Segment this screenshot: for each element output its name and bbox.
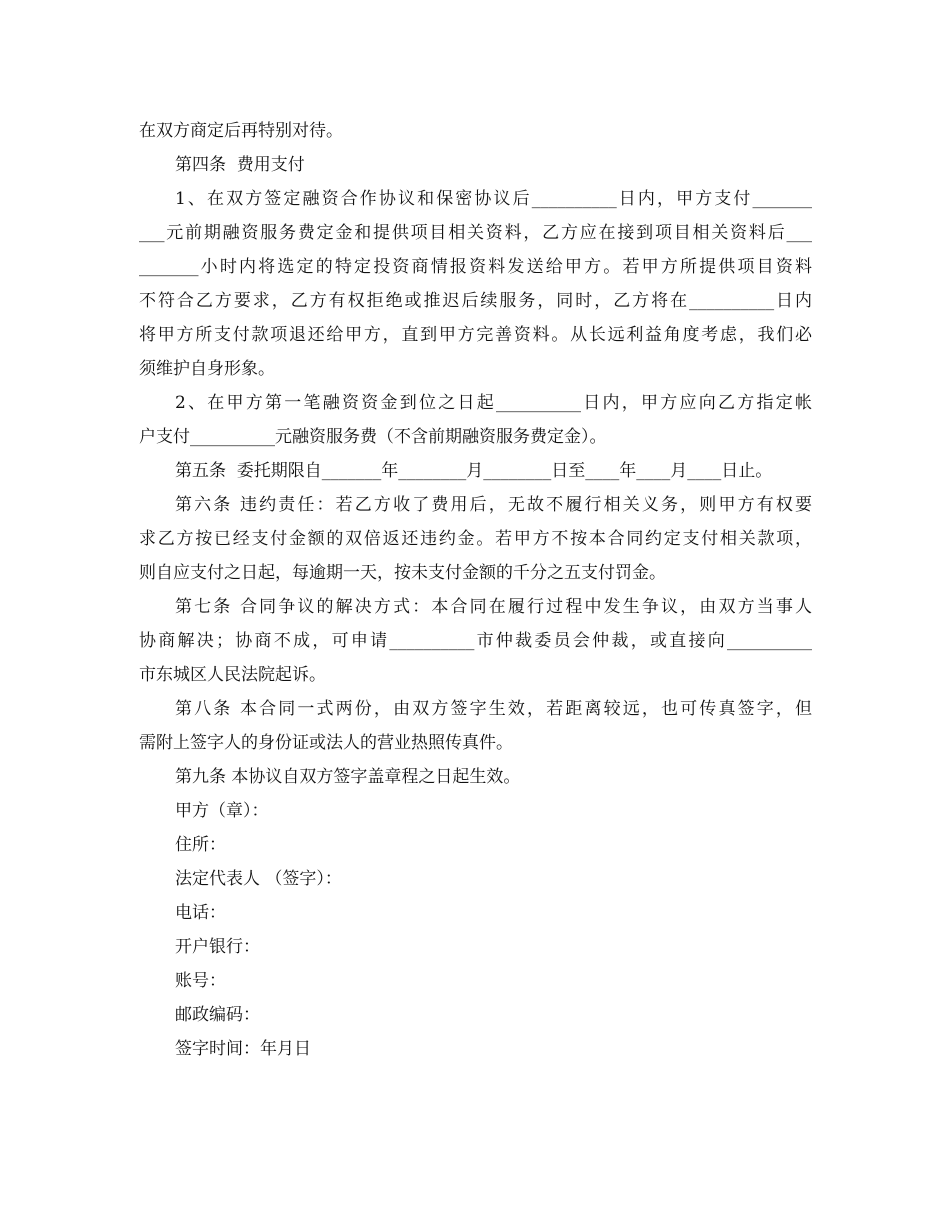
clause-1-line: 将甲方所支付款项退还给甲方，直到甲方完善资料。从长远利益角度考虑，我们必 — [139, 325, 812, 345]
article-6 — [139, 488, 812, 590]
clause-1-line: 不符合乙方要求，乙方有权拒绝或推迟后续服务，同时，乙方将在__________日内 — [139, 291, 812, 311]
article-5: 第五条 委托期限自_______年________月________日至____年____月____日止。 — [175, 461, 773, 481]
legal-rep-field: 法定代表人 （签字）： — [175, 869, 342, 889]
clause-1 — [139, 182, 812, 386]
article-8 — [139, 692, 812, 760]
article-7-line: 市东城区人民法院起诉。 — [139, 665, 326, 685]
article-6-line: 则自应支付之日起，每逾期一天，按未支付金额的千分之五支付罚金。 — [139, 563, 666, 583]
phone-field: 电话： — [175, 903, 226, 923]
article-6-line: 求乙方按已经支付金额的双倍返还违约金。若甲方不按本合同约定支付相关款项， — [139, 529, 812, 549]
bank-field: 开户银行： — [175, 937, 260, 957]
article-7-line: 第七条 合同争议的解决方式：本合同在履行过程中发生争议，由双方当事人 — [175, 597, 812, 617]
article-8-line: 第八条 本合同一式两份，由双方签字生效，若距离较远，也可传真签字，但 — [175, 699, 812, 719]
sign-date-field: 签字时间：年月日 — [175, 1039, 311, 1059]
article-7-line: 协商解决；协商不成，可申请__________市仲裁委员会仲裁，或直接向__________ — [139, 631, 812, 651]
clause-2-line: 户支付__________元融资服务费（不含前期融资服务费定金）。 — [139, 427, 607, 447]
clause-1-line: 1、在双方签定融资合作协议和保密协议后__________日内，甲方支付_______ — [175, 189, 812, 209]
document-page — [139, 114, 812, 1066]
article-4-heading: 第四条 费用支付 — [175, 155, 305, 175]
address-field: 住所： — [175, 835, 226, 855]
article-7 — [139, 590, 812, 692]
clause-1-line: 须维护自身形象。 — [139, 359, 275, 379]
clause-2-line: 2、在甲方第一笔融资资金到位之日起__________日内，甲方应向乙方指定帐 — [175, 393, 812, 413]
article-9: 第九条 本协议自双方签字盖章程之日起生效。 — [175, 767, 521, 787]
article-8-line: 需附上签字人的身份证或法人的营业热照传真件。 — [139, 733, 513, 753]
signature-block — [139, 794, 812, 1066]
postcode-field: 邮政编码： — [175, 1005, 260, 1025]
article-6-line: 第六条 违约责任：若乙方收了费用后，无故不履行相关义务，则甲方有权要 — [175, 495, 812, 515]
party-a-field: 甲方（章）： — [175, 801, 269, 821]
paragraph-continuation: 在双方商定后再特别对待。 — [139, 121, 343, 141]
clause-2 — [139, 386, 812, 454]
account-field: 账号： — [175, 971, 226, 991]
clause-1-line: ___元前期融资服务费定金和提供项目相关资料，乙方应在接到项目相关资料后___ — [139, 223, 812, 243]
clause-1-line: _______小时内将选定的特定投资商情报资料发送给甲方。若甲方所提供项目资料 — [139, 257, 812, 277]
